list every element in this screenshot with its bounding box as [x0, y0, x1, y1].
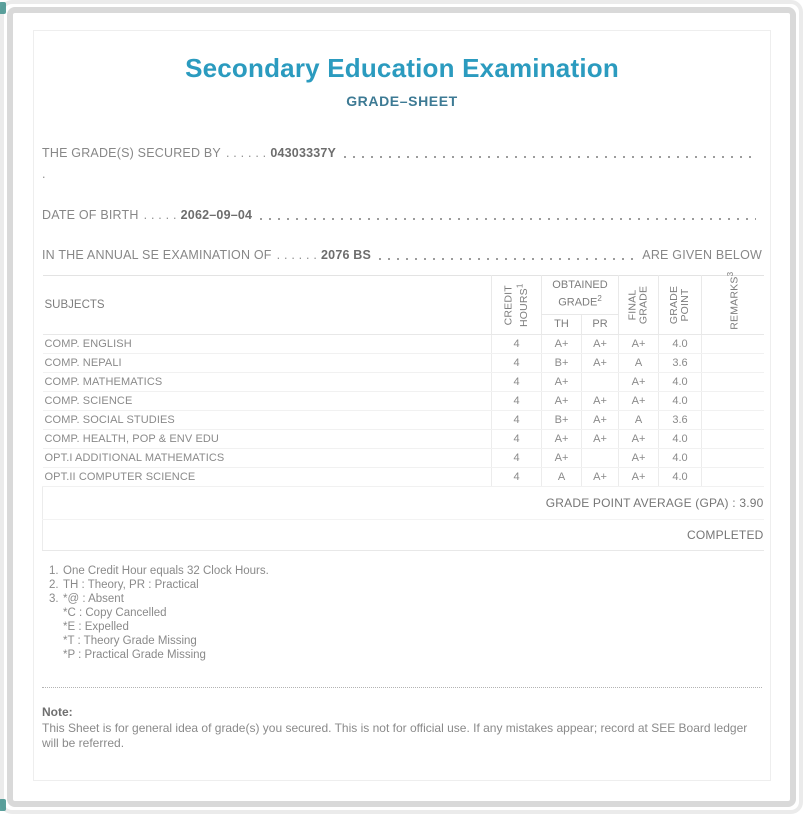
footnote-number: 2.: [49, 579, 59, 591]
pr-grade-cell: [582, 373, 619, 392]
dot-leader-text: . . . . . .: [225, 146, 267, 160]
symbol-number-value: 04303337Y: [270, 146, 337, 160]
th-grade-cell: A+: [542, 373, 582, 392]
th-grade-cell: B+: [542, 354, 582, 373]
note-label: Note:: [42, 705, 73, 719]
remarks-cell: [702, 449, 764, 468]
remarks-cell: [702, 373, 764, 392]
final-grade-cell: A+: [619, 335, 659, 354]
table-row: [43, 354, 764, 373]
completion-status: COMPLETED: [43, 520, 764, 551]
grade-point-text: GRADE POINT: [668, 285, 692, 325]
table-row: [43, 335, 764, 354]
footnotes-list: [42, 564, 762, 662]
credit-hours-footref: 1: [515, 283, 525, 288]
column-header-remarks: [702, 272, 764, 335]
leader-wrap-dot: .: [42, 167, 46, 181]
corner-accent-bottom: [0, 799, 6, 811]
column-header-subjects: SUBJECTS: [43, 276, 492, 335]
column-header-th: TH: [542, 314, 582, 334]
dob-value: 2062–09–04: [180, 208, 253, 222]
remarks-text: REMARKS: [728, 276, 741, 330]
footnote-item: [42, 564, 762, 578]
credit-cell: 4: [492, 335, 542, 354]
th-grade-cell: B+: [542, 411, 582, 430]
subject-cell: OPT.I ADDITIONAL MATHEMATICS: [43, 449, 492, 468]
table-row: [43, 468, 764, 487]
remarks-cell: [702, 392, 764, 411]
subject-cell: COMP. HEALTH, POP & ENV EDU: [43, 430, 492, 449]
final-grade-cell: A+: [619, 373, 659, 392]
corner-accent-top: [0, 2, 6, 14]
dotted-leader: [260, 218, 756, 220]
exam-year-value: 2076 BS: [321, 248, 372, 262]
final-grade-cell: A: [619, 354, 659, 373]
remarks-footref: 3: [726, 272, 736, 277]
credit-cell: 4: [492, 392, 542, 411]
grade-point-cell: 4.0: [659, 335, 702, 354]
page-title: Secondary Education Examination: [185, 53, 619, 83]
subject-cell: COMP. MATHEMATICS: [43, 373, 492, 392]
pr-grade-cell: A+: [582, 335, 619, 354]
final-grade-cell: A+: [619, 392, 659, 411]
footnote-item: [42, 592, 762, 606]
dot-leader-text: . . . . .: [143, 208, 177, 222]
footnote-text: *@ : Absent: [63, 593, 124, 605]
grade-point-cell: 4.0: [659, 430, 702, 449]
table-row: [43, 373, 764, 392]
remarks-cell: [702, 411, 764, 430]
grade-point-cell: 4.0: [659, 392, 702, 411]
dob-label: DATE OF BIRTH: [42, 208, 139, 222]
grade-point-cell: 4.0: [659, 373, 702, 392]
subject-cell: COMP. NEPALI: [43, 354, 492, 373]
column-header-obtained-grade: [542, 276, 619, 315]
th-grade-cell: A: [542, 468, 582, 487]
th-grade-cell: A+: [542, 392, 582, 411]
pr-grade-cell: A+: [582, 392, 619, 411]
credit-cell: 4: [492, 449, 542, 468]
obtained-grade-text: OBTAINED GRADE: [552, 279, 608, 310]
exam-suffix-label: ARE GIVEN BELOW: [642, 248, 762, 262]
footnote-sub-item: *P : Practical Grade Missing: [63, 649, 206, 661]
grade-table: [42, 272, 764, 551]
table-row: [43, 449, 764, 468]
secured-by-label: THE GRADE(S) SECURED BY: [42, 146, 221, 160]
final-grade-text: FINAL GRADE: [626, 285, 650, 325]
obtained-grade-footref: 2: [597, 294, 602, 304]
dotted-leader: [379, 258, 636, 260]
column-header-pr: PR: [582, 314, 619, 334]
dot-leader-text: . . . . . .: [276, 248, 318, 262]
final-grade-cell: A+: [619, 430, 659, 449]
dotted-leader: [344, 156, 756, 158]
credit-hours-text: CREDIT HOURS: [502, 284, 530, 327]
status-row: [43, 520, 764, 551]
grade-point-cell: 4.0: [659, 468, 702, 487]
exam-label: IN THE ANNUAL SE EXAMINATION OF: [42, 248, 272, 262]
footnote-sub-item: *T : Theory Grade Missing: [63, 635, 197, 647]
info-line-secured-by: [42, 146, 762, 160]
table-row: [43, 430, 764, 449]
page-subtitle: GRADE–SHEET: [346, 93, 458, 109]
grade-point-cell: 4.0: [659, 449, 702, 468]
th-grade-cell: A+: [542, 430, 582, 449]
subject-cell: COMP. ENGLISH: [43, 335, 492, 354]
pr-grade-cell: A+: [582, 354, 619, 373]
grade-point-cell: 3.6: [659, 411, 702, 430]
th-grade-cell: A+: [542, 449, 582, 468]
final-grade-cell: A+: [619, 449, 659, 468]
pr-grade-cell: A+: [582, 430, 619, 449]
credit-cell: 4: [492, 411, 542, 430]
info-line-exam-year: [42, 248, 762, 262]
gpa-row: [43, 487, 764, 520]
remarks-cell: [702, 354, 764, 373]
gpa-value: GRADE POINT AVERAGE (GPA) : 3.90: [43, 487, 764, 520]
column-header-credit-hours: [492, 276, 542, 335]
table-row: [43, 392, 764, 411]
pr-grade-cell: A+: [582, 411, 619, 430]
footnote-item: [42, 578, 762, 592]
footnote-sub-item: *E : Expelled: [63, 621, 129, 633]
credit-cell: 4: [492, 430, 542, 449]
footnote-number: 1.: [49, 565, 59, 577]
remarks-cell: [702, 335, 764, 354]
final-grade-cell: A+: [619, 468, 659, 487]
remarks-cell: [702, 468, 764, 487]
credit-cell: 4: [492, 373, 542, 392]
credit-cell: 4: [492, 468, 542, 487]
remarks-cell: [702, 430, 764, 449]
grade-point-cell: 3.6: [659, 354, 702, 373]
note-text: This Sheet is for general idea of grade(s) you secured. This is not for official use. If any mistakes appear; record at SEE Board ledger will be referred.: [42, 721, 748, 750]
info-line-dob: [42, 208, 762, 222]
subject-cell: COMP. SCIENCE: [43, 392, 492, 411]
column-header-final-grade: [619, 276, 659, 335]
column-header-grade-point: [659, 276, 702, 335]
table-row: [43, 411, 764, 430]
footnote-number: 3.: [49, 593, 59, 605]
note-block: [42, 705, 762, 751]
dotted-separator: [42, 687, 762, 688]
subject-cell: COMP. SOCIAL STUDIES: [43, 411, 492, 430]
footnote-sub-item: *C : Copy Cancelled: [63, 607, 167, 619]
footnote-text: One Credit Hour equals 32 Clock Hours.: [63, 565, 269, 577]
footnote-text: TH : Theory, PR : Practical: [63, 579, 199, 591]
table-header-row-1: [43, 276, 764, 315]
pr-grade-cell: [582, 449, 619, 468]
pr-grade-cell: A+: [582, 468, 619, 487]
grade-sheet-card: [33, 30, 771, 781]
subject-cell: OPT.II COMPUTER SCIENCE: [43, 468, 492, 487]
credit-cell: 4: [492, 354, 542, 373]
final-grade-cell: A: [619, 411, 659, 430]
th-grade-cell: A+: [542, 335, 582, 354]
